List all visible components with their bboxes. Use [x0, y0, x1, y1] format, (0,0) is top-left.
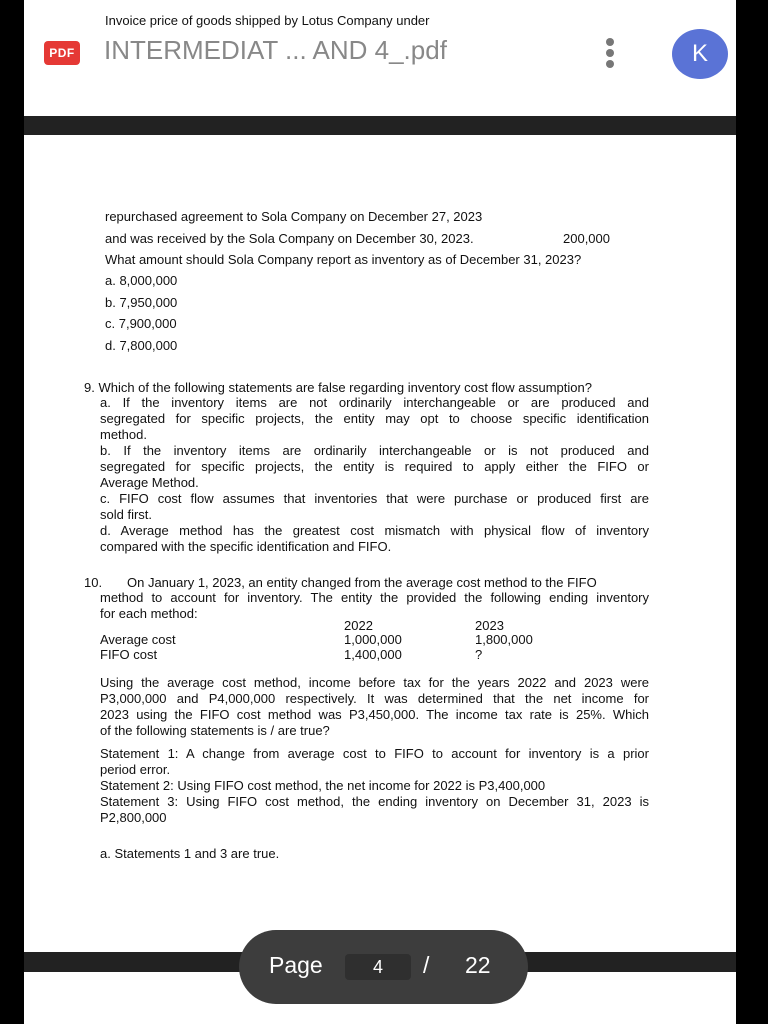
statement-line: period error.	[100, 762, 171, 777]
table-year-header: 2022	[344, 618, 373, 633]
q10-text-line: method to account for inventory. The entity the provided the following ending inventory	[100, 590, 649, 605]
statement-line: Statement 1: A change from average cost to FIFO to account for inventory is a prior	[100, 746, 649, 761]
table-cell: 1,400,000	[344, 647, 402, 662]
q10-paragraph-line: Using the average cost method, income before tax for the years 2022 and 2023 were	[100, 675, 649, 690]
q8-amount: 200,000	[563, 231, 610, 246]
q9-option-line: segregated for specific projects, the entity may opt to choose specific identification	[100, 411, 649, 426]
document-title[interactable]: INTERMEDIAT ... AND 4_.pdf	[104, 35, 447, 65]
q9-option-line: b. If the inventory items are ordinarily interchangeable or is not produced and	[100, 443, 649, 458]
statement-line: Statement 2: Using FIFO cost method, the net income for 2022 is P3,400,000	[100, 778, 546, 793]
more-options-icon[interactable]	[604, 38, 616, 72]
account-avatar[interactable]: K	[672, 29, 728, 79]
q10-statements	[100, 746, 649, 826]
q10-paragraph-line: 2023 using the FIFO cost method was P3,450,000. The income tax rate is 25%. Which	[100, 707, 649, 722]
notification-text: Invoice price of goods shipped by Lotus Company under	[105, 13, 430, 28]
q9-option-line: sold first.	[100, 507, 153, 522]
q10-paragraph	[100, 675, 649, 739]
q10-paragraph-line: P3,000,000 and P4,000,000 respectively. It was determined that the net income for	[100, 691, 649, 706]
q8-option: b. 7,950,000	[105, 295, 178, 310]
q9-option-line: compared with the specific identification and FIFO.	[100, 539, 392, 554]
q8-text-line: and was received by the Sola Company on December 30, 2023.	[105, 231, 474, 246]
q9-option-line: segregated for specific projects, the entity is required to apply either the FIFO or	[100, 459, 649, 474]
table-row-label: FIFO cost	[100, 647, 158, 662]
q10-number: 10.	[84, 575, 103, 590]
page-indicator[interactable]	[239, 930, 528, 1004]
q9-option-line: Average Method.	[100, 475, 199, 490]
q8-option: a. 8,000,000	[105, 273, 178, 288]
q10-intro	[100, 590, 649, 622]
q10-paragraph-line: of the following statements is / are true?	[100, 723, 330, 738]
statement-line: Statement 3: Using FIFO cost method, the ending inventory on December 31, 2023 is	[100, 794, 649, 809]
table-year-header: 2023	[475, 618, 504, 633]
page-gap	[24, 116, 736, 135]
q8-text-line: repurchased agreement to Sola Company on December 27, 2023	[105, 209, 483, 224]
table-cell: ?	[475, 647, 483, 662]
q10-text-line: for each method:	[100, 606, 198, 621]
table-row-label: Average cost	[100, 632, 176, 647]
q9-option-line: d. Average method has the greatest cost mismatch with physical flow of inventory	[100, 523, 649, 538]
page-separator: /	[423, 952, 430, 978]
total-pages: 22	[465, 952, 491, 978]
q9-option-line: a. If the inventory items are not ordinarily interchangeable or are produced and	[100, 395, 649, 410]
q9-question: 9. Which of the following statements are false regarding inventory cost flow assumption?	[84, 380, 592, 395]
statement-line: P2,800,000	[100, 810, 167, 825]
current-page-input[interactable]: 4	[345, 954, 411, 980]
q9-option-line: method.	[100, 427, 147, 442]
q8-question: What amount should Sola Company report as inventory as of December 31, 2023?	[105, 252, 582, 267]
q9-options	[100, 395, 649, 555]
q8-option: c. 7,900,000	[105, 316, 177, 331]
table-cell: 1,800,000	[475, 632, 533, 647]
q10-option: a. Statements 1 and 3 are true.	[100, 846, 280, 861]
page-label: Page	[269, 952, 323, 978]
pdf-file-icon: PDF	[44, 41, 80, 65]
q10-text-line: On January 1, 2023, an entity changed from the average cost method to the FIFO	[127, 575, 597, 590]
q8-option: d. 7,800,000	[105, 338, 178, 353]
table-cell: 1,000,000	[344, 632, 402, 647]
q9-option-line: c. FIFO cost flow assumes that inventories that were purchase or produced first are	[100, 491, 649, 506]
